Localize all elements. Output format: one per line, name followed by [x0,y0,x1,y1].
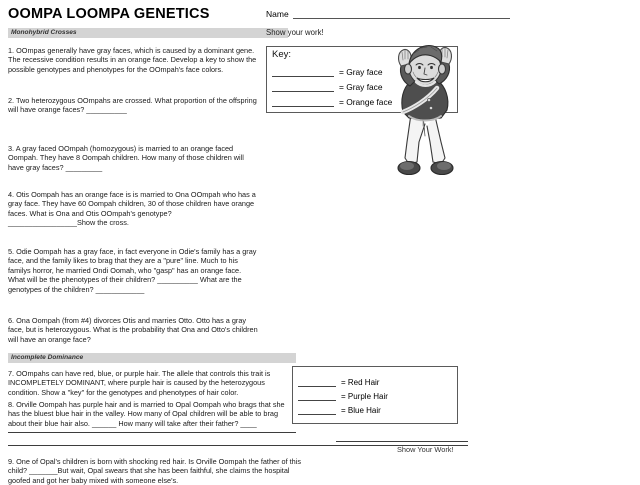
show-your-work-note: Show your work! [266,28,324,37]
divider-footer [336,441,468,442]
key-blank-line[interactable] [272,65,334,77]
key-row [298,401,388,415]
divider-above-question-9 [8,432,296,433]
key-blank-line[interactable] [298,389,336,401]
question-8: 8. Orville Oompah has purple hair and is married to Opal Oompah who brags that she has the bluest blue hair in the valley. How many of Opal children will be able to brag about their blue hair also. ______ How many will take after their father? ____ [8,400,285,428]
question-5: 5. Odie Oompah has a gray face, in fact everyone in Odie's family has a gray face, and the family likes to brag that they are a "pure" line. Much to his familys horror, he married Ondi Oomah, who "gasp" has an orange face. What will be the phenotypes of their children? __________ What are the genotypes of the children? ____________ [8,247,257,294]
key-blank-line[interactable] [298,375,336,387]
key-row [298,373,388,387]
section-heading-incomplete-dominance: Incomplete Dominance [11,353,84,361]
name-field-row [266,9,510,19]
key-row-label: = Purple Hair [341,392,388,401]
key-row [272,92,392,107]
footer-show-your-work: Show Your Work! [397,445,454,454]
name-write-line[interactable] [293,9,510,19]
key-row [298,387,388,401]
key-row-label: = Gray face [339,67,383,77]
key-rows-face-color [272,62,392,107]
section-heading-monohybrid: Monohybrid Crosses [11,28,77,36]
key-row-label: = Orange face [339,97,393,107]
key-row-label: = Blue Hair [341,406,381,415]
question-3: 3. A gray faced OOmpah (homozygous) is married to an orange faced Oompah. They have 8 Oompah children. How many of those children will have gray faces? _________ [8,144,244,172]
question-1: 1. OOmpas generally have gray faces, which is caused by a dominant gene. The recessive condition results in an orange face. Develop a key to show the possible genotypes and phenotypes for the OOmpah's face colors. [8,46,257,74]
key-title: Key: [272,49,292,60]
key-blank-line[interactable] [298,403,336,415]
question-7: 7. OOmpahs can have red, blue, or purple hair. The allele that controls this trait is INCOMPLETELY DOMINANT, where purple hair is caused by the heterozygous condition. Show a "key" for the genotypes and phenotypes of hair color. [8,369,271,397]
page-title: OOMPA LOOMPA GENETICS [8,6,210,22]
oompa-loompa-illustration [383,38,469,180]
key-row [272,77,392,92]
key-row-label: = Red Hair [341,378,380,387]
key-row [272,62,392,77]
key-row-label: = Gray face [339,82,383,92]
name-label: Name [266,9,289,19]
question-9: 9. One of Opal's children is born with shocking red hair. Is Orville Oompah the father of this child? _______But wait, Opal swears that she has been faithful, she claims the hospital goofed and got her baby mixed with someone else's. [8,457,302,485]
key-blank-line[interactable] [272,80,334,92]
key-blank-line[interactable] [272,95,334,107]
question-2: 2. Two heterozygous OOmpahs are crossed. What proportion of the offspring will have orange faces? __________ [8,96,257,115]
question-4: 4. Otis Oompah has an orange face is is married to Ona OOmpah who has a gray face. They have 60 Oompah children, 30 of those children have orange faces. What is Ona and Otis OOmpah's genotype? _________________Show the cross. [8,190,256,228]
question-6: 6. Ona Oompah (from #4) divorces Otis and marries Otto. Otto has a gray face, but is heterozygous. What is the probability that Ona and Otto's children will have an orange face? [8,316,258,344]
key-rows-hair-color [298,373,388,415]
